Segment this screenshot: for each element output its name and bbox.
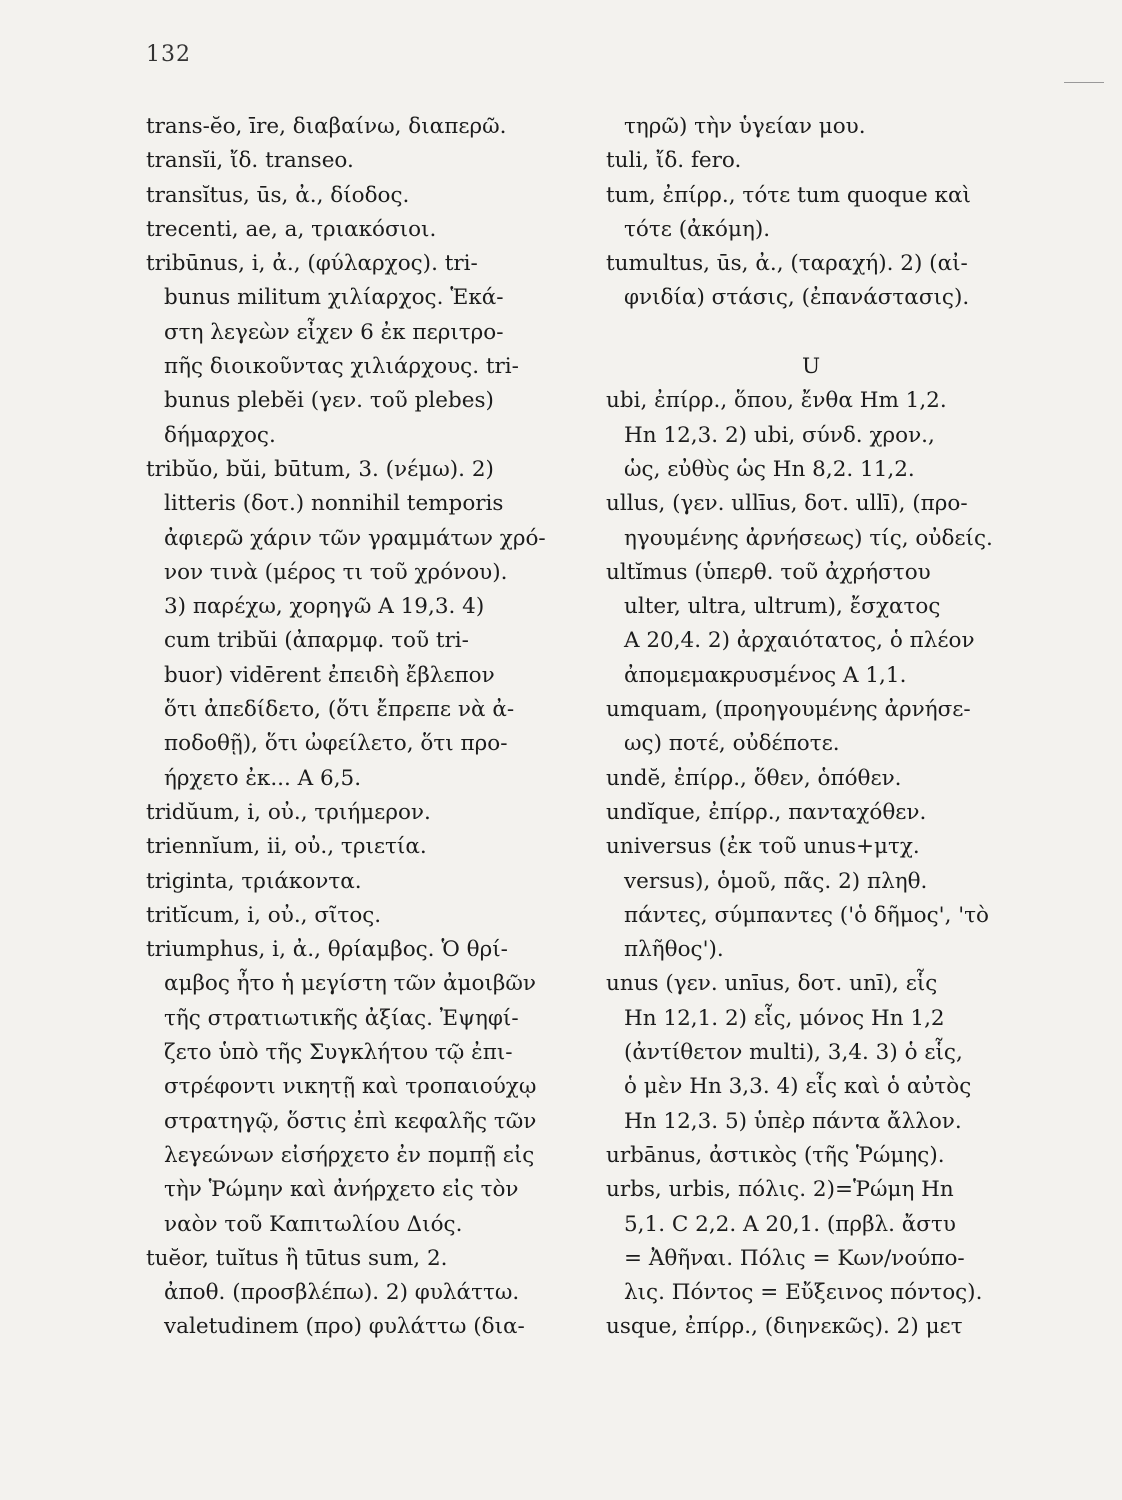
- dictionary-line: ως) ποτέ, οὐδέποτε.: [624, 731, 840, 757]
- dictionary-line: universus (ἐκ τοῦ unus+μτχ.: [606, 834, 920, 860]
- dictionary-line: νον τινὰ (μέρος τι τοῦ χρόνου).: [164, 559, 508, 585]
- dictionary-line: τὴν Ῥώμην καὶ ἀνήρχετο εἰς τὸν: [164, 1177, 519, 1203]
- dictionary-line: litteris (δοτ.) nonnihil temporis: [164, 491, 504, 517]
- dictionary-line: urbs, urbis, πόλις. 2)=Ῥώμη Hn: [606, 1177, 954, 1203]
- dictionary-line: στρέφοντι νικητῇ καὶ τροπαιούχῳ: [164, 1074, 537, 1100]
- dictionary-line: undĭque, ἐπίρρ., πανταχόθεν.: [606, 799, 927, 825]
- dictionary-line: buor) vidērent ἐπειδὴ ἔβλεπον: [164, 662, 495, 688]
- dictionary-line: τότε (ἀκόμη).: [624, 216, 771, 242]
- dictionary-line: ὅτι ἀπεδίδετο, (ὅτι ἔπρεπε νὰ ἀ-: [164, 697, 515, 723]
- dictionary-line: valetudinem (προ) φυλάττω (δια-: [164, 1314, 525, 1340]
- dictionary-line: στη λεγεὼν εἶχεν 6 ἐκ περιτρο-: [164, 319, 504, 345]
- dictionary-line: triginta, τριάκοντα.: [146, 868, 362, 894]
- dictionary-line: 5,1. C 2,2. A 20,1. (πρβλ. ἄστυ: [624, 1211, 956, 1237]
- dictionary-line: unus (γεν. unīus, δοτ. unī), εἷς: [606, 971, 938, 997]
- dictionary-line: δήμαρχος.: [164, 422, 276, 448]
- dictionary-line: versus), ὁμοῦ, πᾶς. 2) πληθ.: [624, 868, 928, 894]
- dictionary-line: tritĭcum, i, οὐ., σῖτος.: [146, 902, 382, 928]
- dictionary-line: ηγουμένης ἀρνήσεως) τίς, οὐδείς.: [624, 525, 993, 551]
- dictionary-line: cum tribŭi (ἀπαρμφ. τοῦ tri-: [164, 628, 469, 654]
- dictionary-line: ναὸν τοῦ Καπιτωλίου Διός.: [164, 1211, 463, 1237]
- page-number: 132: [146, 42, 191, 67]
- dictionary-line: ubi, ἐπίρρ., ὅπου, ἔνθα Hm 1,2.: [606, 388, 947, 414]
- dictionary-line: ἀπομεμακρυσμένος A 1,1.: [624, 662, 907, 688]
- dictionary-line: transĭi, ἴδ. transeo.: [146, 148, 354, 174]
- dictionary-line: tum, ἐπίρρ., τότε tum quoque καὶ: [606, 182, 971, 208]
- margin-rule: [1064, 82, 1104, 83]
- dictionary-line: triennĭum, ii, οὐ., τριετία.: [146, 834, 427, 860]
- dictionary-line: φνιδία) στάσις, (ἐπανάστασις).: [624, 285, 970, 311]
- dictionary-line: trecenti, ae, a, τριακόσιοι.: [146, 216, 437, 242]
- dictionary-line: tuli, ἴδ. fero.: [606, 148, 742, 174]
- dictionary-line: transĭtus, ūs, ἀ., δίοδος.: [146, 182, 410, 208]
- dictionary-line: undĕ, ἐπίρρ., ὅθεν, ὁπόθεν.: [606, 765, 902, 791]
- dictionary-line: tumultus, ūs, ἀ., (ταραχή). 2) (αἰ-: [606, 251, 968, 277]
- dictionary-line: ποδοθῇ), ὅτι ὠφείλετο, ὅτι προ-: [164, 731, 508, 757]
- dictionary-line: bunus plebĕi (γεν. τοῦ plebes): [164, 388, 494, 414]
- dictionary-line: ulter, ultra, ultrum), ἔσχατος: [624, 594, 941, 620]
- dictionary-line: umquam, (προηγουμένης ἀρνήσε-: [606, 697, 971, 723]
- dictionary-line: Hn 12,3. 2) ubi, σύνδ. χρον.,: [624, 422, 935, 448]
- dictionary-line: ήρχετο ἐκ... A 6,5.: [164, 765, 362, 791]
- dictionary-line: triumphus, i, ἀ., θρίαμβος. Ὁ θρί-: [146, 937, 508, 963]
- dictionary-line: πάντες, σύμπαντες ('ὁ δῆμος', 'τὸ: [624, 902, 989, 928]
- dictionary-line: Hn 12,3. 5) ὑπὲρ πάντα ἄλλον.: [624, 1108, 962, 1134]
- dictionary-line: tridŭum, i, οὐ., τριήμερον.: [146, 799, 431, 825]
- dictionary-line: ultĭmus (ὑπερθ. τοῦ ἀχρήστου: [606, 559, 931, 585]
- dictionary-line: πλῆθος').: [624, 937, 724, 963]
- dictionary-line: λις. Πόντος = Εὔξεινος πόντος).: [624, 1280, 983, 1306]
- right-column: [606, 110, 1076, 1345]
- dictionary-line: = Ἀθῆναι. Πόλις = Κων/νούπο-: [624, 1245, 965, 1271]
- left-column: [146, 110, 576, 1345]
- dictionary-line: λεγεώνων εἰσήρχετο ἐν πομπῇ εἰς: [164, 1142, 535, 1168]
- dictionary-line: ἀφιερῶ χάριν τῶν γραμμάτων χρό-: [164, 525, 546, 551]
- dictionary-line: τηρῶ) τὴν ὑγείαν μου.: [624, 114, 866, 139]
- dictionary-line: (ἀντίθετον multi), 3,4. 3) ὁ εἷς,: [624, 1040, 963, 1066]
- dictionary-line: αμβος ἦτο ἡ μεγίστη τῶν ἀμοιβῶν: [164, 971, 536, 997]
- dictionary-line: tribūnus, i, ἀ., (φύλαρχος). tri-: [146, 251, 478, 277]
- dictionary-line: urbānus, ἀστικὸς (τῆς Ῥώμης).: [606, 1142, 945, 1168]
- dictionary-line: trans-ĕo, īre, διαβαίνω, διαπερῶ.: [146, 114, 507, 139]
- dictionary-line: στρατηγῷ, ὅστις ἐπὶ κεφαλῆς τῶν: [164, 1108, 537, 1134]
- section-letter-heading: U: [801, 354, 821, 380]
- dictionary-line: usque, ἐπίρρ., (διηνεκῶς). 2) μετ: [606, 1314, 963, 1340]
- dictionary-line: tribŭo, bŭi, būtum, 3. (νέμω). 2): [146, 456, 494, 482]
- dictionary-line: ullus, (γεν. ullīus, δοτ. ullī), (προ-: [606, 491, 968, 517]
- dictionary-line: bunus militum χιλίαρχος. Ἑκά-: [164, 285, 504, 311]
- dictionary-line: πῆς διοικοῦντας χιλιάρχους. tri-: [164, 354, 519, 380]
- dictionary-line: ζετο ὑπὸ τῆς Συγκλήτου τῷ ἐπι-: [164, 1040, 513, 1066]
- dictionary-line: Hn 12,1. 2) εἷς, μόνος Hn 1,2: [624, 1005, 945, 1031]
- dictionary-line: 3) παρέχω, χορηγῶ A 19,3. 4): [164, 594, 485, 620]
- dictionary-line: A 20,4. 2) ἀρχαιότατος, ὁ πλέον: [624, 628, 975, 654]
- dictionary-line: ἀποθ. (προσβλέπω). 2) φυλάττω.: [164, 1280, 520, 1306]
- dictionary-line: tuĕor, tuĭtus ἢ tūtus sum, 2.: [146, 1245, 448, 1271]
- dictionary-line: [606, 316, 1076, 350]
- dictionary-line: ὡς, εὐθὺς ὡς Hn 8,2. 11,2.: [624, 456, 915, 482]
- dictionary-line: ὁ μὲν Hn 3,3. 4) εἷς καὶ ὁ αὐτὸς: [624, 1074, 972, 1100]
- dictionary-line: τῆς στρατιωτικῆς ἀξίας. Ἐψηφί-: [164, 1005, 519, 1031]
